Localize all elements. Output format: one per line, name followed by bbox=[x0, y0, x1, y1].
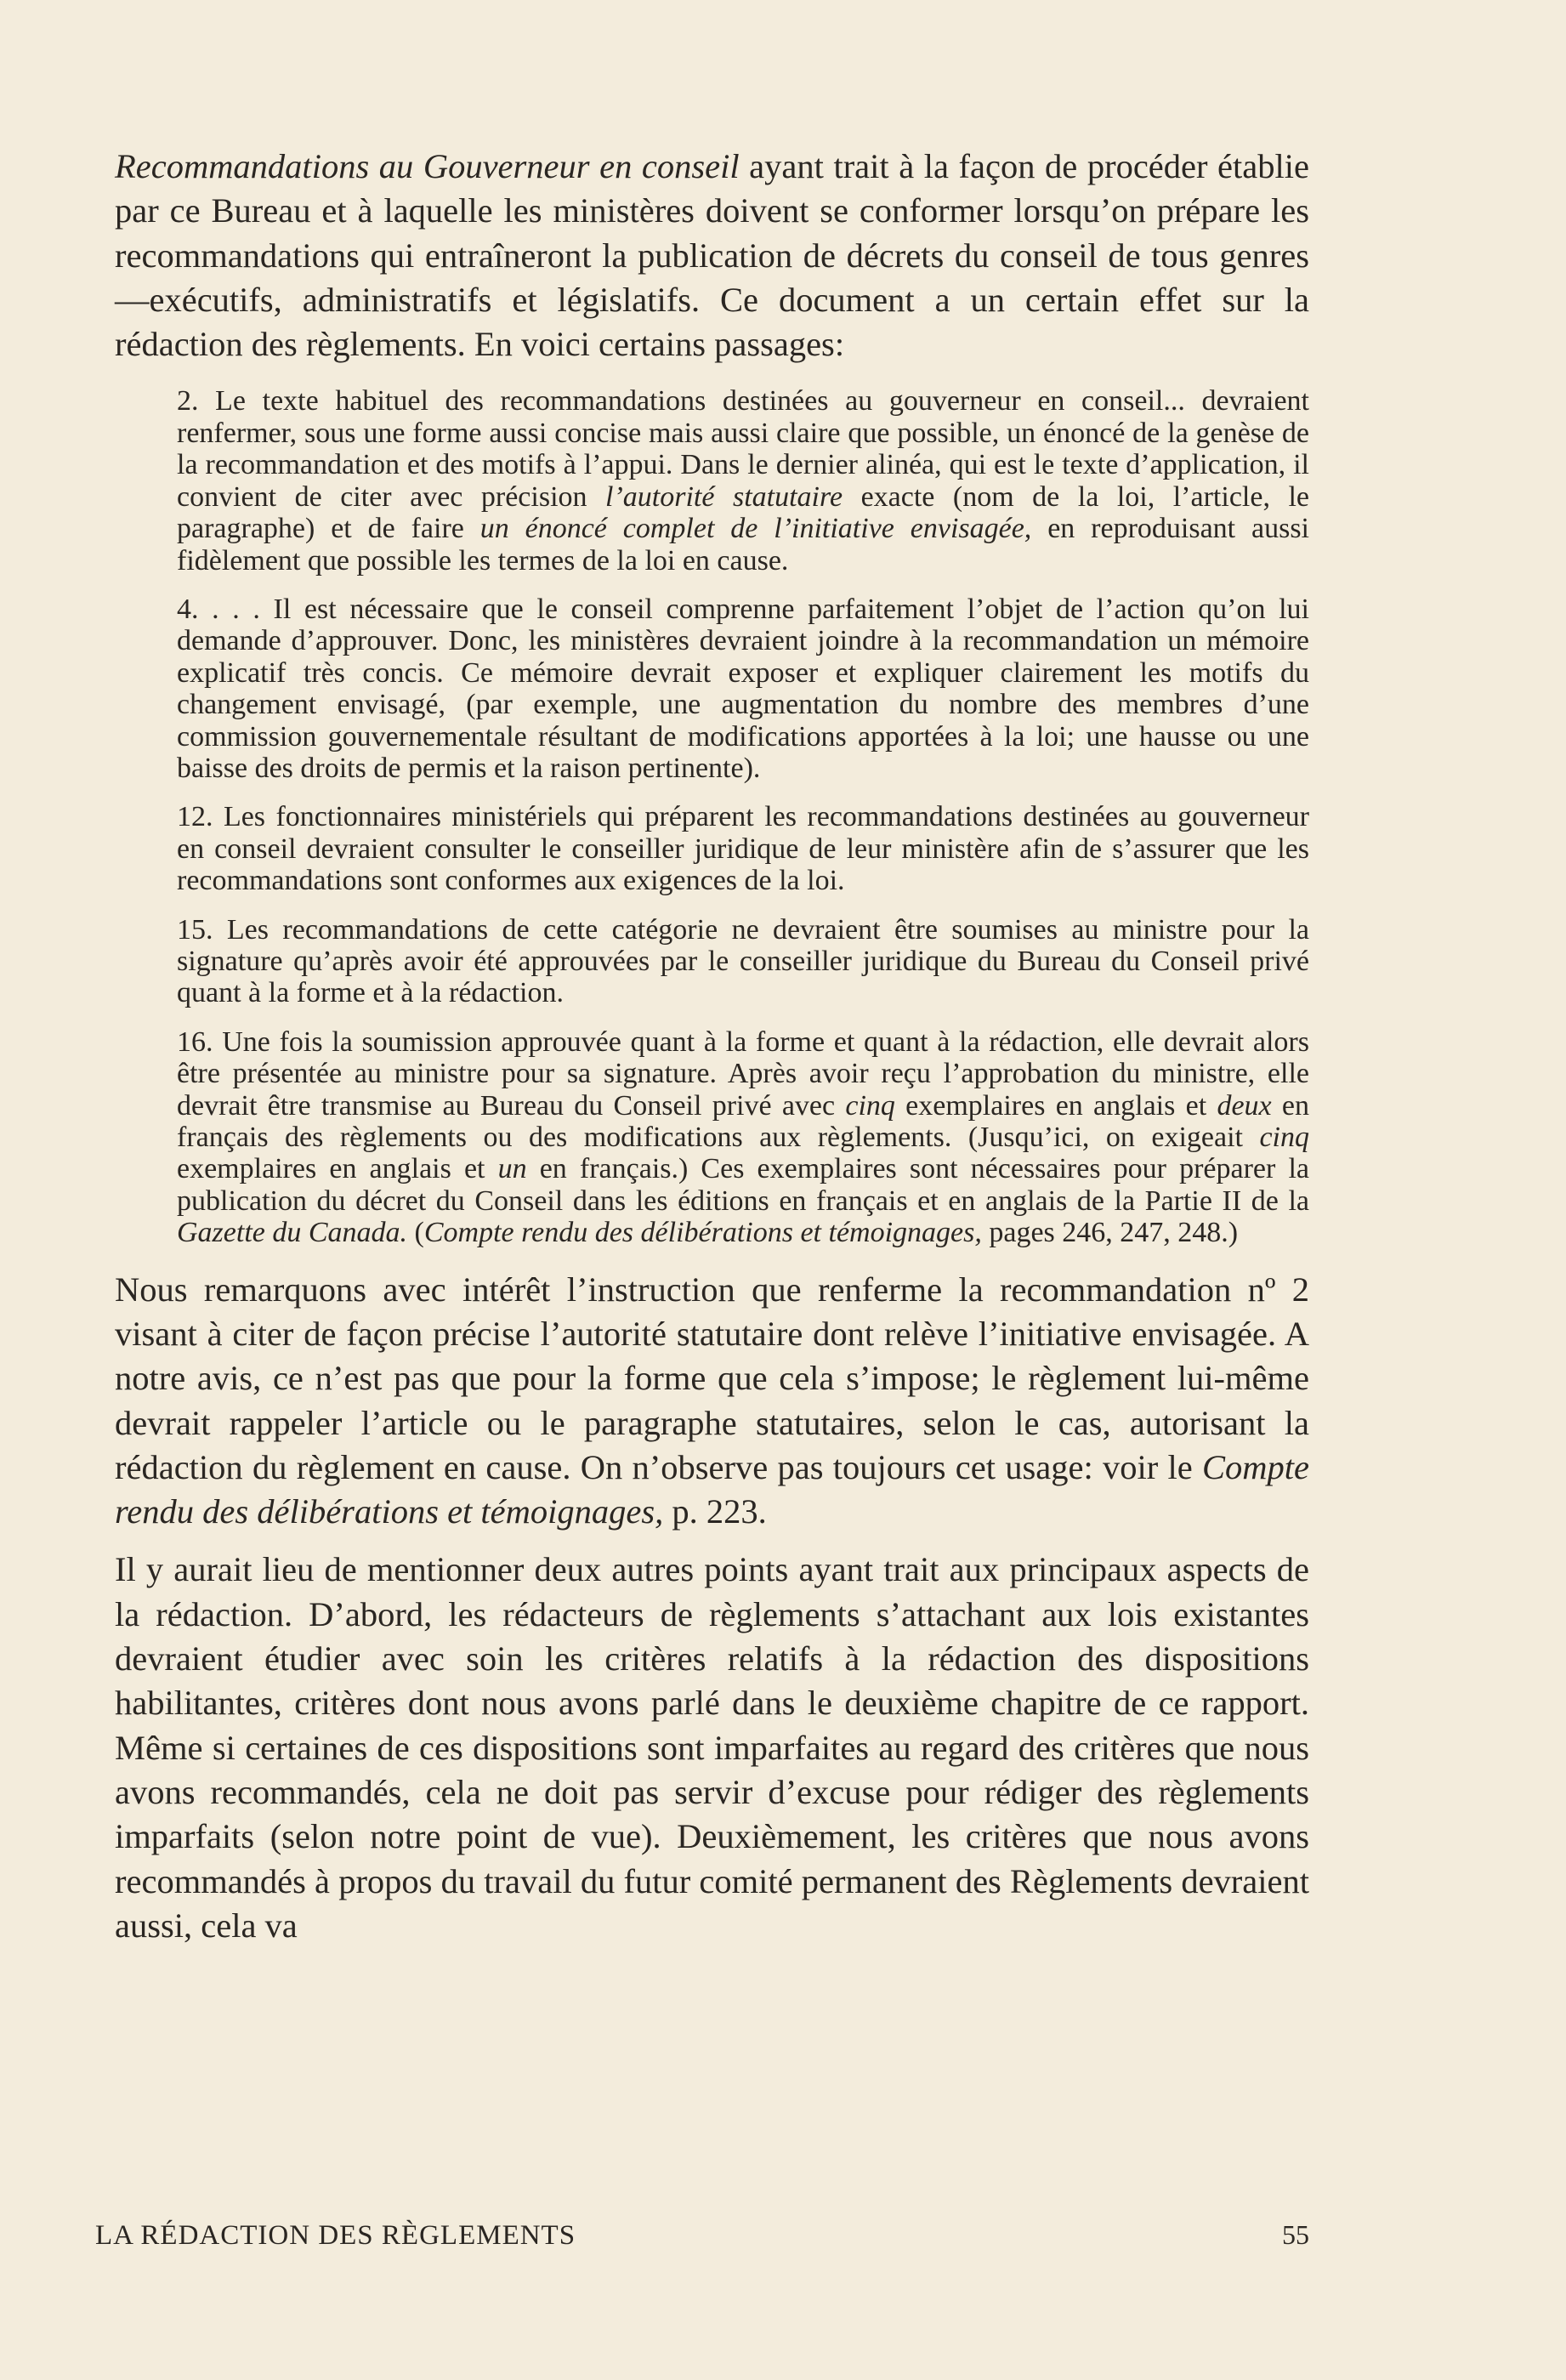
quote-item-2-italic-1: l’autorité statutaire bbox=[605, 480, 843, 513]
page-footer bbox=[95, 2219, 1309, 2252]
quote-item-16 bbox=[177, 1026, 1309, 1249]
quote-item-16-italic-5: Gazette du Canada. bbox=[177, 1217, 408, 1249]
quote-item-2-italic-2: un énoncé complet de l’initiative envisagée, bbox=[479, 513, 1032, 545]
quote-item-16-text-4: exemplaires en anglais et bbox=[177, 1153, 498, 1185]
remark-italic: Compte rendu des délibérations et témoignages, bbox=[115, 1447, 1309, 1531]
quote-item-16-text-7: pages 246, 247, 248.) bbox=[981, 1217, 1239, 1249]
quote-item-16-text-3: en français des règlements ou des modifications aux règlements. (Jusqu’ici, on exigeait bbox=[177, 1089, 1309, 1154]
intro-text: ayant trait à la façon de procéder établie par ce Bureau et à laquelle les ministères doivent se conformer lorsqu’on prépare les recommandations qui entraîneront la publication de décrets du conseil de tous genres—exécutifs, administratifs et législatifs. Ce document a un certain effet sur la rédaction des règlements. En voici certains passages: bbox=[115, 147, 1309, 364]
quote-item-16-italic-6: Compte rendu des délibérations et témoignages, bbox=[423, 1217, 982, 1249]
intro-paragraph bbox=[115, 145, 1309, 366]
quote-item-2-text-1: 2. Le texte habituel des recommandations destinées au gouverneur en conseil... devraient renfermer, sous une forme aussi concise mais aussi claire que possible, un énoncé de la genèse de la recommandation et des motifs à l’appui. Dans le dernier alinéa, qui est le texte d’application, il convient de citer avec précision bbox=[177, 385, 1309, 513]
intro-italic-lead: Recommandations au Gouverneur en conseil bbox=[115, 147, 740, 185]
page-number: 55 bbox=[1282, 2219, 1309, 2250]
quote-item-16-text-2: exemplaires en anglais et bbox=[894, 1089, 1217, 1122]
quote-item-16-italic-3: cinq bbox=[1259, 1122, 1309, 1154]
quote-item-2-text-2: exacte (nom de la loi, l’article, le paragraphe) et de faire bbox=[177, 480, 1309, 545]
remark-text-2: p. 223. bbox=[663, 1492, 767, 1531]
quote-item-12: 12. Les fonctionnaires ministériels qui préparent les recommandations destinées au gouverneur en conseil devraient consulter le conseiller juridique de leur ministère afin de s’assurer que les recommandations sont conformes aux exigences de la loi. bbox=[177, 801, 1309, 897]
page-content bbox=[115, 145, 1309, 1948]
quote-item-16-italic-4: un bbox=[497, 1153, 527, 1185]
quote-item-16-italic-1: cinq bbox=[845, 1089, 895, 1122]
quote-item-16-text-6: ( bbox=[407, 1217, 424, 1249]
points-paragraph: Il y aurait lieu de mentionner deux autres points ayant trait aux principaux aspects de la rédaction. D’abord, les rédacteurs de règlements s’attachant aux lois existantes devraient étudier avec soin les critères relatifs à la rédaction des dispositions habilitantes, critères dont nous avons parlé dans le deuxième chapitre de ce rapport. Même si certaines de ces dispositions sont imparfaites au regard des critères que nous avons recommandés, cela ne doit pas servir d’excuse pour rédiger des règlements imparfaits (selon notre point de vue). Deuxièmement, les critères que nous avons recommandés à propos du travail du futur comité permanent des Règlements devraient aussi, cela va bbox=[115, 1550, 1309, 1945]
quote-item-4: 4. . . . Il est nécessaire que le conseil comprenne parfaitement l’objet de l’action qu’on lui demande d’approuver. Donc, les ministères devraient joindre à la recommandation un mémoire explicatif très concis. Ce mémoire devrait exposer et expliquer clairement les motifs du changement envisagé, (par exemple, une augmentation du nombre des membres d’une commission gouvernementale résultant de modifications apportées à la loi; une hausse ou une baisse des droits de permis et la raison pertinente). bbox=[177, 593, 1309, 784]
quote-item-16-italic-2: deux bbox=[1217, 1089, 1272, 1122]
quote-item-2-text-3: en reproduisant aussi fidèlement que possible les termes de la loi en cause. bbox=[177, 513, 1309, 577]
quote-item-2 bbox=[177, 385, 1309, 576]
remark-paragraph bbox=[115, 1268, 1309, 1535]
running-footer-title: LA RÉDACTION DES RÈGLEMENTS bbox=[95, 2220, 576, 2251]
quoted-passages bbox=[177, 385, 1309, 1248]
quote-item-15: 15. Les recommandations de cette catégorie ne devraient être soumises au ministre pour la signature qu’après avoir été approuvées par le conseiller juridique du Bureau du Conseil privé quant à la forme et à la rédaction. bbox=[177, 913, 1309, 1009]
remark-text-1: Nous remarquons avec intérêt l’instruction que renferme la recommandation nº 2 visant à citer de façon précise l’autorité statutaire dont relève l’initiative envisagée. A notre avis, ce n’est pas que pour la forme que cela s’impose; le règlement lui-même devrait rappeler l’article ou le paragraphe statutaires, selon le cas, autorisant la rédaction du règlement en cause. On n’observe pas toujours cet usage: voir le bbox=[115, 1270, 1309, 1486]
quote-item-16-text-5: en français.) Ces exemplaires sont nécessaires pour préparer la publication du décret du Conseil dans les éditions en français et en anglais de la Partie II de la bbox=[177, 1153, 1309, 1217]
quote-item-16-text-1: 16. Une fois la soumission approuvée quant à la forme et quant à la rédaction, elle devrait alors être présentée au ministre pour sa signature. Après avoir reçu l’approbation du ministre, elle devrait être transmise au Bureau du Conseil privé avec bbox=[177, 1025, 1309, 1122]
